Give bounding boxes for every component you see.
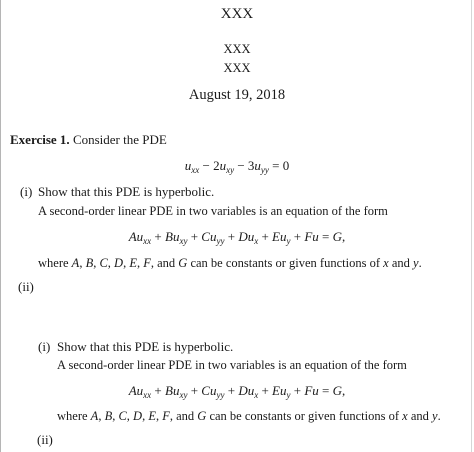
author-line-1: XXX (223, 42, 251, 56)
exercise-heading (10, 132, 167, 148)
exercise-intro: Consider the PDE (72, 132, 167, 147)
exercise-label: Exercise 1. (10, 132, 70, 147)
general-pde-equation-render: $Au_{xx} + Bu_{xy} + Cu_{yy} + Du_x + Eu_y + Fu = G$, (128, 229, 346, 246)
part-i-where-render-repeat: where A, B, C, D, E, F, and G can be constants or given functions of x and y. (57, 409, 441, 423)
part-i-description: A second-order linear PDE in two variables is an equation of the form (38, 204, 388, 218)
part-i-description-repeat: A second-order linear PDE in two variables is an equation of the form (57, 358, 407, 372)
document-date: August 19, 2018 (188, 87, 286, 103)
general-pde-equation-repeat (0, 383, 474, 399)
part-ii-label: (ii) (18, 279, 34, 294)
part-i-label-repeat: (i) (38, 339, 51, 354)
part-i-label: (i) (20, 184, 33, 199)
general-pde-equation (0, 229, 474, 245)
author-line-2: XXX (223, 61, 251, 75)
part-ii-label-repeat: (ii) (37, 432, 53, 447)
part-i-text-repeat: Show that this PDE is hyperbolic. (57, 339, 234, 354)
general-pde-equation-render-repeat: $Au_{xx} + Bu_{xy} + Cu_{yy} + Du_x + Eu_y + Fu = G$, (128, 383, 346, 400)
part-i-where-text-repeat (57, 409, 441, 424)
pde-equation-render: $u_{xx} - 2u_{xy} - 3u_{yy} = 0$ (184, 158, 290, 175)
part-i-where-text (38, 256, 422, 271)
document-title: XXX (220, 6, 254, 22)
part-i-text: Show that this PDE is hyperbolic. (38, 184, 215, 199)
pde-equation (0, 158, 474, 174)
part-i-where-render: where A, B, C, D, E, F, and G can be constants or given functions of x and y. (38, 256, 422, 270)
